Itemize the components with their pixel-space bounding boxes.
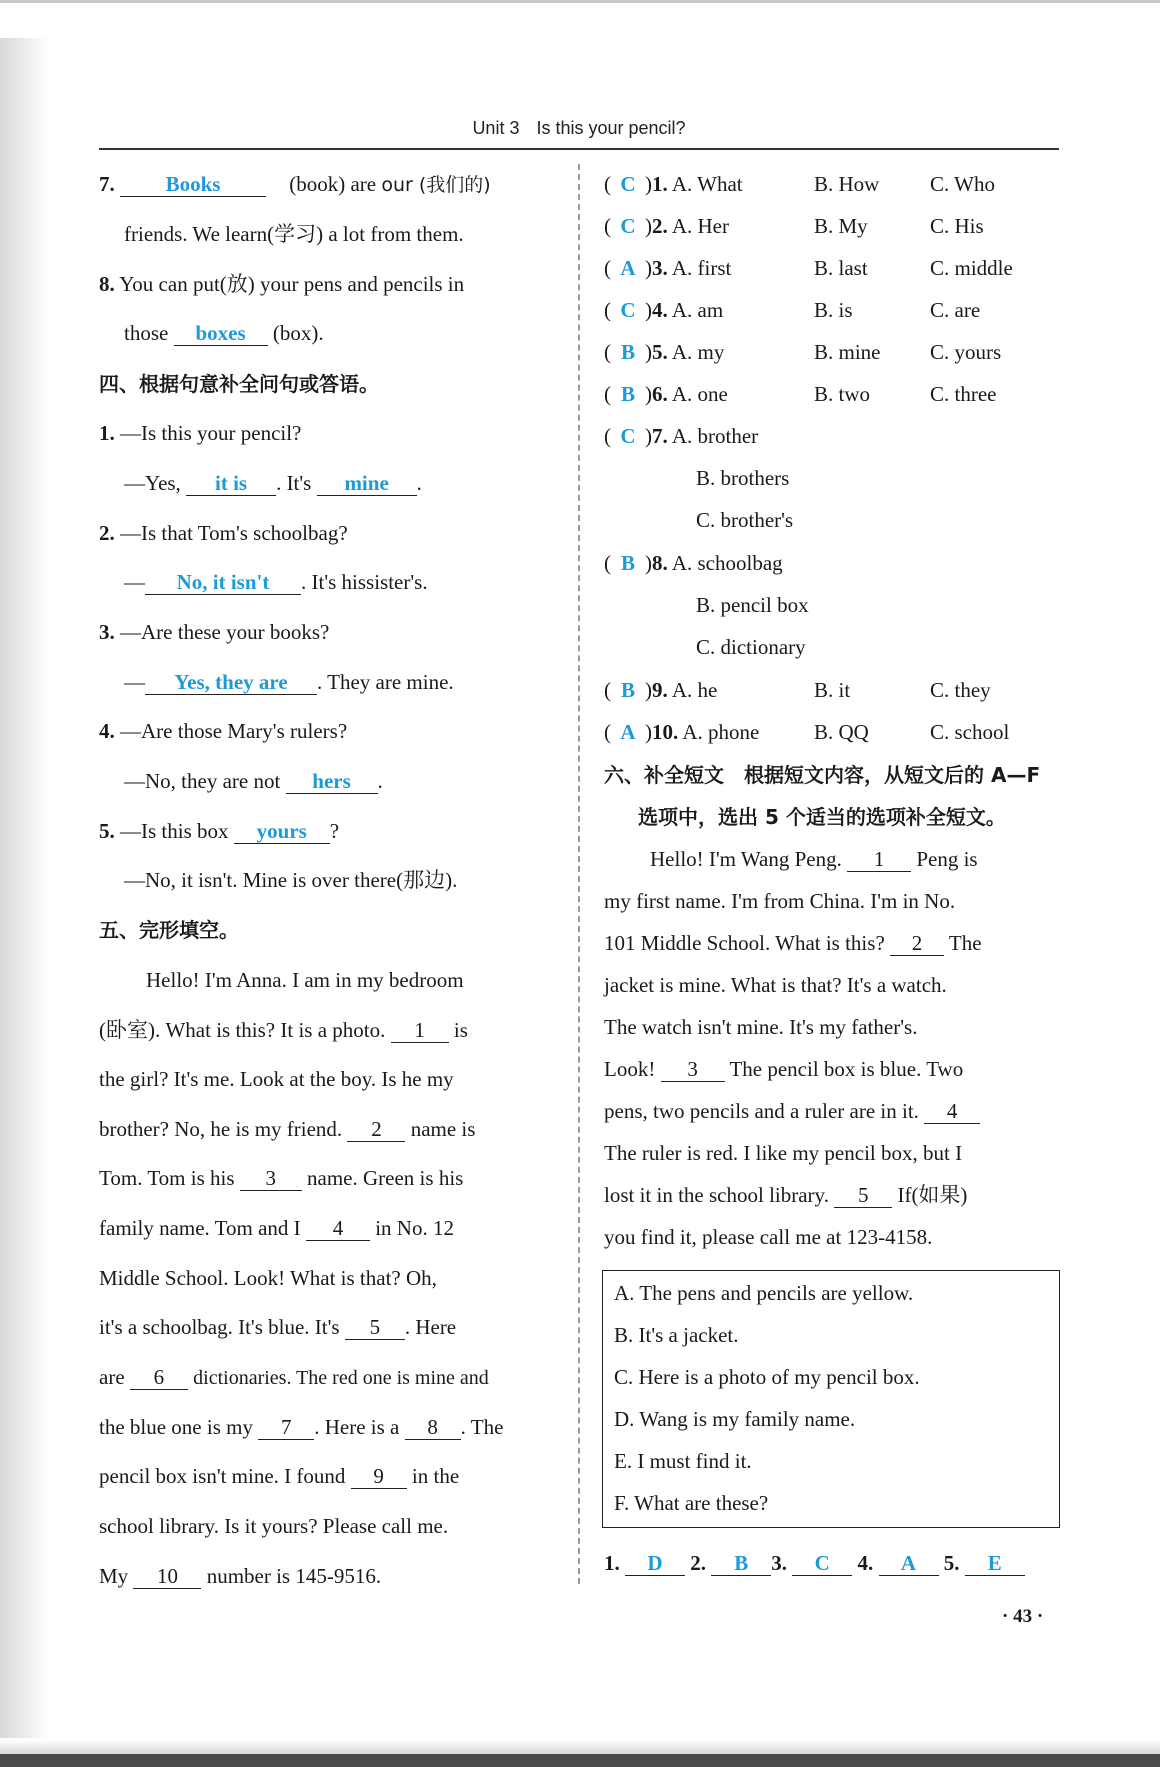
- choice-number: 7.: [652, 424, 668, 448]
- cloze-blank: 2: [347, 1117, 405, 1142]
- answer-blank: No, it isn't: [145, 570, 301, 595]
- option-a-text: A. am: [671, 298, 724, 322]
- option-a-text: A. Her: [671, 214, 729, 238]
- running-header: [99, 118, 1059, 139]
- choice-answer: A: [620, 720, 636, 744]
- choice-number: 4.: [652, 298, 668, 322]
- choice-number: 3.: [652, 256, 668, 280]
- unit-title: Is this your pencil?: [536, 118, 686, 138]
- choice-row: [604, 213, 729, 239]
- choice-answer: B: [620, 340, 635, 364]
- passage-blank: 5: [834, 1183, 892, 1208]
- section-6-heading-line-1: 六、补全短文 根据短文内容，从短文后的 A—F: [604, 763, 1041, 787]
- unit-label: Unit 3: [472, 118, 520, 138]
- answer-blank: [120, 172, 266, 197]
- choice-answer: B: [620, 382, 635, 406]
- answer-blank: A: [879, 1551, 939, 1576]
- cloze-line-4: brother? No, he is my friend. 2 name is: [99, 1117, 476, 1141]
- bottom-edge: [0, 1754, 1160, 1767]
- cloze-line-8: it's a schoolbag. It's blue. It's 5 . Here: [99, 1315, 457, 1339]
- option-a-text: A. phone: [682, 720, 760, 744]
- cloze-blank: 3: [240, 1166, 302, 1191]
- passage-blank: 3: [661, 1057, 725, 1082]
- cloze-blank: 6: [130, 1365, 188, 1390]
- choice-row: [604, 255, 731, 281]
- choice-row: [604, 171, 743, 197]
- option-b-text: B. two: [814, 382, 871, 406]
- choice-row: [604, 423, 758, 449]
- choice-answer: C: [620, 298, 636, 322]
- section-4-heading: 四、根据句意补全问句或答语。: [99, 372, 379, 396]
- option-b-text: B. it: [814, 678, 851, 702]
- s4-q1-answer: —Yes, it is . It's mine .: [124, 471, 422, 495]
- answer-blank: D: [625, 1551, 685, 1576]
- option-a-text: A. my: [671, 340, 725, 364]
- answer-blank: B: [711, 1551, 771, 1576]
- paren-open: (: [604, 214, 611, 238]
- option-a-text: A. schoolbag: [671, 551, 783, 575]
- section-6-heading-line-2: 选项中，选出 5 个适当的选项补全短文。: [638, 805, 1006, 829]
- choice-row: [604, 297, 723, 323]
- top-edge: [0, 0, 1160, 3]
- paren-open: (: [604, 298, 611, 322]
- s4-q2-answer: — No, it isn't . It's hissister's.: [124, 570, 428, 594]
- paren-open: (: [604, 720, 611, 744]
- paren-open: (: [604, 172, 611, 196]
- option-b-text: B. How: [814, 172, 880, 196]
- choice-row: [604, 550, 783, 576]
- cloze-blank: 9: [351, 1464, 407, 1489]
- choice-answer: C: [620, 172, 636, 196]
- choice-answer: C: [620, 214, 636, 238]
- cloze-blank: 10: [133, 1564, 201, 1589]
- passage-line-8: The ruler is red. I like my pencil box, but I: [604, 1141, 963, 1165]
- option-c: C. Here is a photo of my pencil box.: [614, 1365, 920, 1389]
- question-7-line-1: 7. Books (book) are our (我们的): [99, 172, 491, 196]
- paren-close: ): [645, 678, 652, 702]
- header-rule: [99, 148, 1059, 150]
- page-number: · 43 ·: [1002, 1606, 1044, 1627]
- option-b-text: B. pencil box: [696, 593, 809, 617]
- choice-answer: B: [620, 678, 635, 702]
- option-c-text: C. middle: [930, 256, 1013, 280]
- s4-q3-answer: — Yes, they are . They are mine.: [124, 670, 454, 694]
- paren-open: (: [604, 678, 611, 702]
- passage-line-6: Look! 3 The pencil box is blue. Two: [604, 1057, 964, 1081]
- option-b-text: B. mine: [814, 340, 881, 364]
- answer-blank: boxes: [174, 321, 268, 346]
- choice-number: 10.: [652, 720, 679, 744]
- cloze-line-9: are 6 dictionaries. The red one is mine and: [99, 1365, 489, 1389]
- option-b: B. It's a jacket.: [614, 1323, 739, 1347]
- cloze-line-2: (卧室). What is this? It is a photo. 1 is: [99, 1018, 468, 1042]
- answer-blank: mine: [317, 471, 417, 496]
- question-8-line-2: those boxes (box).: [124, 321, 324, 345]
- passage-line-3: 101 Middle School. What is this? 2 The: [604, 931, 982, 955]
- passage-blank: 4: [924, 1099, 980, 1124]
- passage-blank: 2: [890, 931, 944, 956]
- passage-line-5: The watch isn't mine. It's my father's.: [604, 1015, 918, 1039]
- paren-close: ): [645, 256, 652, 280]
- cloze-blank: 5: [345, 1315, 405, 1340]
- option-c-text: C. three: [930, 382, 997, 406]
- answer-text: Books: [165, 172, 221, 196]
- page-edge-shadow: [0, 38, 48, 1738]
- paren-open: (: [604, 382, 611, 406]
- option-a-text: A. one: [671, 382, 728, 406]
- choice-number: 1.: [652, 172, 668, 196]
- cloze-line-13: My 10 number is 145-9516.: [99, 1564, 382, 1588]
- paren-close: ): [645, 424, 652, 448]
- option-a-text: A. brother: [671, 424, 759, 448]
- paren-close: ): [645, 172, 652, 196]
- s4-q5-question: 5. —Is this box yours ?: [99, 819, 340, 843]
- option-d: D. Wang is my family name.: [614, 1407, 856, 1431]
- choice-row: [604, 677, 717, 703]
- choice-row: [604, 381, 728, 407]
- bottom-edge-shadow: [0, 1740, 1160, 1754]
- choice-answer: A: [620, 256, 636, 280]
- answer-blank: C: [792, 1551, 852, 1576]
- cloze-line-1: Hello! I'm Anna. I am in my bedroom: [146, 968, 464, 992]
- paren-open: (: [604, 340, 611, 364]
- option-a-text: A. first: [671, 256, 732, 280]
- s4-q1-question: 1. —Is this your pencil?: [99, 421, 302, 445]
- paren-close: ): [645, 551, 652, 575]
- s4-q4-answer: —No, they are not hers .: [124, 769, 383, 793]
- option-e: E. I must find it.: [614, 1449, 752, 1473]
- cloze-line-10: the blue one is my 7 . Here is a 8 . The: [99, 1415, 504, 1439]
- choice-row: [604, 719, 759, 745]
- choice-number: 2.: [652, 214, 668, 238]
- cloze-line-5: Tom. Tom is his 3 name. Green is his: [99, 1166, 464, 1190]
- passage-line-7: pens, two pencils and a ruler are in it. 4: [604, 1098, 980, 1124]
- s4-q5-answer: —No, it isn't. Mine is over there(那边).: [124, 868, 458, 892]
- option-c-text: C. school: [930, 720, 1010, 744]
- option-f: F. What are these?: [614, 1491, 769, 1515]
- s4-q2-question: 2. —Is that Tom's schoolbag?: [99, 521, 348, 545]
- option-c-text: C. His: [930, 214, 984, 238]
- cloze-line-11: pencil box isn't mine. I found 9 in the: [99, 1464, 460, 1488]
- choice-row: [604, 339, 724, 365]
- paren-close: ): [645, 214, 652, 238]
- paren-close: ): [645, 382, 652, 406]
- passage-line-2: my first name. I'm from China. I'm in No.: [604, 889, 956, 913]
- option-b-text: B. QQ: [814, 720, 869, 744]
- choice-number: 8.: [652, 551, 668, 575]
- cloze-blank: 1: [391, 1018, 449, 1043]
- question-7-line-2: friends. We learn(学习) a lot from them.: [124, 222, 464, 246]
- s4-q4-question: 4. —Are those Mary's rulers?: [99, 719, 348, 743]
- choice-number: 6.: [652, 382, 668, 406]
- paren-open: (: [604, 256, 611, 280]
- cloze-blank: 8: [405, 1415, 461, 1440]
- question-8-line-1: 8. You can put(放) your pens and pencils in: [99, 272, 465, 296]
- choice-number: 9.: [652, 678, 668, 702]
- cloze-blank: 7: [258, 1415, 314, 1440]
- answer-blank: Yes, they are: [145, 670, 317, 695]
- column-divider: [578, 164, 580, 1584]
- cloze-line-12: school library. Is it yours? Please call me.: [99, 1514, 449, 1538]
- option-c-text: C. dictionary: [696, 635, 806, 659]
- passage-line-10: you find it, please call me at 123-4158.: [604, 1225, 933, 1249]
- cloze-line-7: Middle School. Look! What is that? Oh,: [99, 1266, 437, 1290]
- cloze-blank: 4: [306, 1216, 370, 1241]
- option-b-text: B. brothers: [696, 466, 790, 490]
- option-a: A. The pens and pencils are yellow.: [614, 1281, 914, 1305]
- paren-close: ): [645, 298, 652, 322]
- paren-close: ): [645, 720, 652, 744]
- answer-row: 1. D 2. B 3. C 4. A 5. E: [604, 1550, 1025, 1576]
- answer-blank: E: [965, 1551, 1025, 1576]
- option-b-text: B. last: [814, 256, 868, 280]
- cloze-line-3: the girl? It's me. Look at the boy. Is he my: [99, 1067, 454, 1091]
- option-c-text: C. are: [930, 298, 981, 322]
- paren-open: (: [604, 424, 611, 448]
- paren-open: (: [604, 551, 611, 575]
- option-b-text: B. is: [814, 298, 853, 322]
- paren-close: ): [645, 340, 652, 364]
- option-c-text: C. yours: [930, 340, 1002, 364]
- option-c-text: C. brother's: [696, 508, 794, 532]
- s4-q3-question: 3. —Are these your books?: [99, 620, 330, 644]
- choice-answer: C: [620, 424, 636, 448]
- section-5-heading: 五、完形填空。: [99, 918, 239, 942]
- option-c-text: C. Who: [930, 172, 995, 196]
- choice-number: 5.: [652, 340, 668, 364]
- option-a-text: A. What: [671, 172, 743, 196]
- answer-blank: yours: [234, 819, 330, 844]
- choice-answer: B: [620, 551, 635, 575]
- passage-line-1: Hello! I'm Wang Peng. 1 Peng is: [650, 847, 978, 871]
- cloze-line-6: family name. Tom and I 4 in No. 12: [99, 1216, 454, 1240]
- passage-line-9: lost it in the school library. 5 If(如果): [604, 1183, 968, 1207]
- option-b-text: B. My: [814, 214, 868, 238]
- passage-line-4: jacket is mine. What is that? It's a watch.: [604, 973, 947, 997]
- option-a-text: A. he: [671, 678, 718, 702]
- option-c-text: C. they: [930, 678, 991, 702]
- answer-blank: it is: [186, 471, 276, 496]
- answer-blank: hers: [286, 769, 378, 794]
- passage-blank: 1: [847, 847, 911, 872]
